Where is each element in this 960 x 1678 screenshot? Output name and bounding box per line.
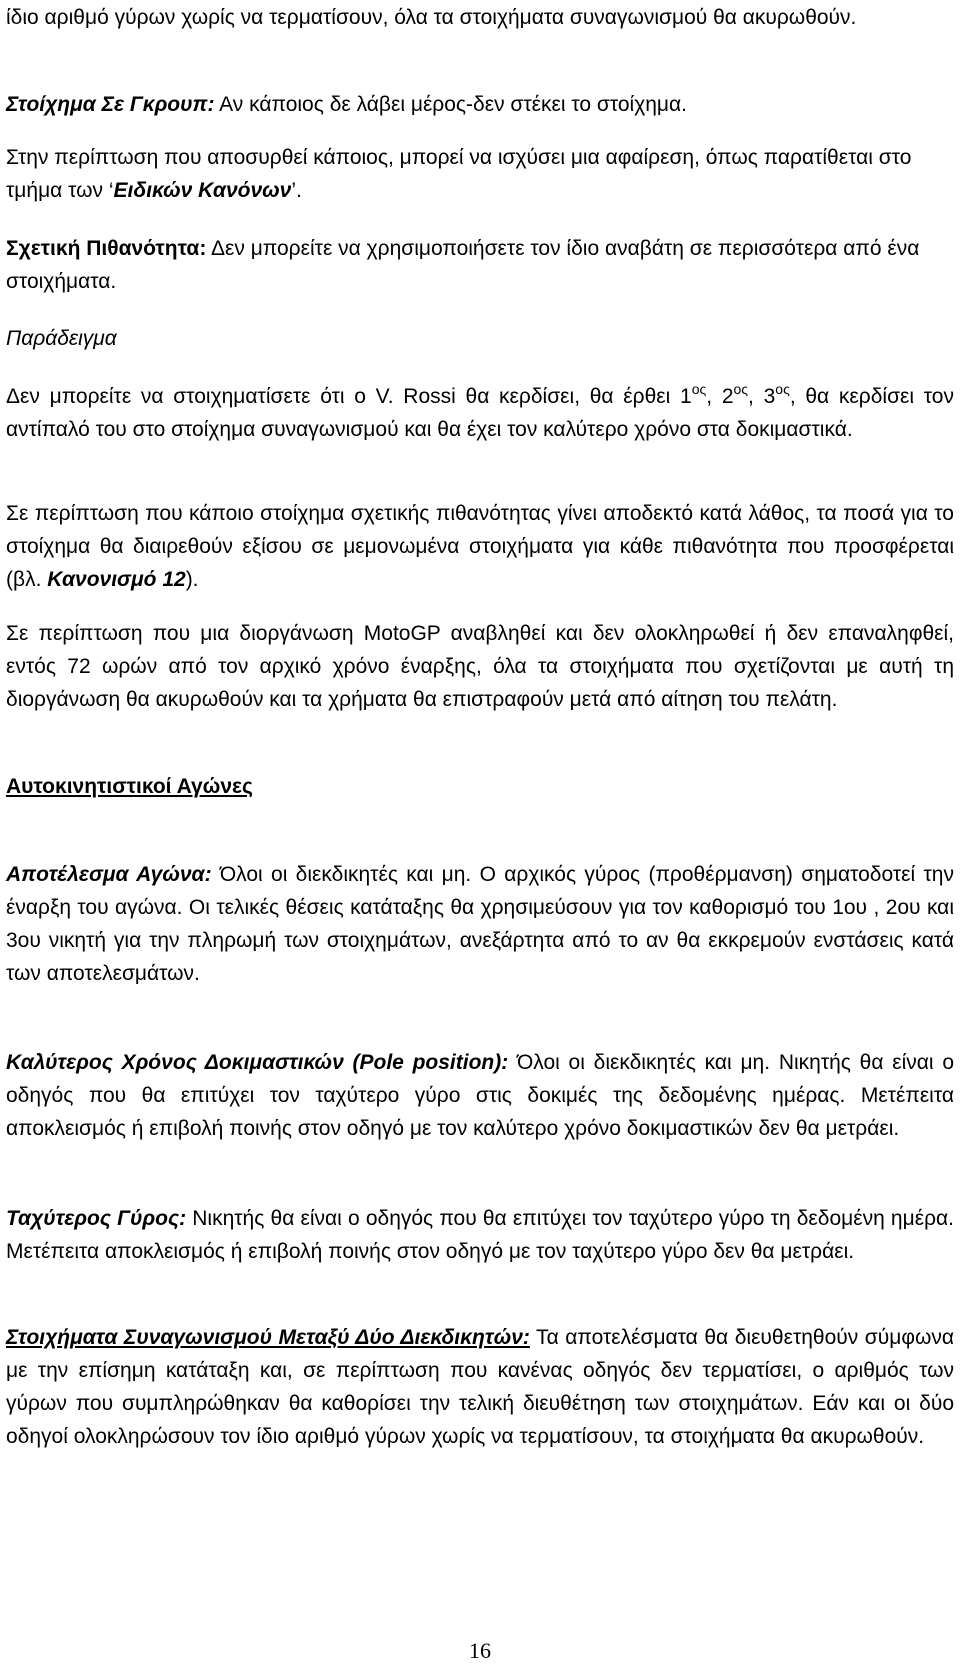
example-text-part: , θα κερδίσει τον αντίπαλό του στο στοίχημα συναγωνισμού και θα έχει τον καλύτερο χρόνο στα δοκιμαστικά. <box>6 385 954 441</box>
term-related-odds: Σχετική Πιθανότητα: <box>6 237 207 260</box>
example-text: Παράδειγμα <box>6 327 117 350</box>
example-text-part: , 2 <box>706 385 734 408</box>
paragraph-continuation <box>6 1 954 34</box>
section-heading-text: Αυτοκινητιστικοί Αγώνες <box>6 775 253 798</box>
paragraph-accepted-by-mistake <box>6 497 954 596</box>
paragraph-text-end: ’. <box>291 179 302 202</box>
section-heading <box>6 770 954 803</box>
paragraph-related-odds <box>6 232 954 298</box>
paragraph-example <box>6 380 954 446</box>
reference-special-rules: Ειδικών Κανόνων <box>113 179 292 202</box>
paragraph-text: ίδιο αριθμό γύρων χωρίς να τερματίσουν, όλα τα στοιχήματα συναγωνισμού θα ακυρωθούν. <box>6 6 857 29</box>
term-fastest-lap: Ταχύτερος Γύρος: <box>6 1207 187 1230</box>
paragraph-withdrawal <box>6 141 954 207</box>
paragraph-motogp-postponed <box>6 617 954 716</box>
example-text-part: , 3 <box>748 385 776 408</box>
paragraph-group-bet <box>6 88 954 121</box>
paragraph-text: Τα αποτελέσματα θα διευθετηθούν σύμφωνα με την επίσημη κατάταξη και, σε περίπτωση που κανένας οδηγός δεν τερματίσει, ο αριθμός των γύρων που συμπληρώθηκαν θα καθορίσει την τελική διευθέτηση των στοιχημάτων. Εάν και οι δύο οδηγοί ολοκληρώσουν τον ίδιο αριθμό γύρων χωρίς να τερματίσουν, τα στοιχήματα θα ακυρωθούν. <box>6 1326 955 1448</box>
paragraph-text: Όλοι οι διεκδικητές και μη. Ο αρχικός γύρος (προθέρμανση) σηματοδοτεί την έναρξη του αγώνα. Οι τελικές θέσεις κατάταξης θα χρησιμεύσουν για τον καθορισμό του 1ου , 2ου και 3ου νικητή για την πληρωμή των στοιχημάτων, ανεξάρτητα από το αν θα εκκρεμούν ενστάσεις κατά των αποτελεσμάτων. <box>6 863 954 985</box>
paragraph-text: Σε περίπτωση που μια διοργάνωση MotoGP αναβληθεί και δεν ολοκληρωθεί ή δεν επαναληφθεί, εντός 72 ωρών από τον αρχικό χρόνο έναρξης, όλα τα στοιχήματα που σχετίζονται με αυτή τη διοργάνωση θα ακυρωθούν και τα χρήματα θα επιστραφούν μετά από αίτηση του πελάτη. <box>6 622 954 711</box>
paragraph-text: Στην περίπτωση που αποσυρθεί κάποιος, μπορεί να ισχύσει μια αφαίρεση, όπως παρατίθεται στο τμήμα των ‘ <box>6 146 912 202</box>
term-pole-position: Καλύτερος Χρόνος Δοκιμαστικών (Pole position): <box>6 1051 509 1074</box>
ordinal-suffix: ος <box>775 381 790 397</box>
paragraph-text: Δεν μπορείτε να χρησιμοποιήσετε τον ίδιο αναβάτη σε περισσότερα από ένα στοιχήματα. <box>6 237 920 293</box>
paragraph-text: Όλοι οι διεκδικητές και μη. Νικητής θα είναι ο οδηγός που θα επιτύχει τον ταχύτερο γύρο στις δοκιμές της δεδομένης ημέρας. Μετέπειτα αποκλεισμός ή επιβολή ποινής στον οδηγό με τον καλύτερο χρόνο δοκιμαστικών δεν θα μετράει. <box>6 1051 955 1140</box>
page-number: 16 <box>469 1638 491 1663</box>
example-label <box>6 322 954 355</box>
reference-rule-12: Κανονισμό 12 <box>47 568 186 591</box>
ordinal-suffix: ος <box>733 381 749 397</box>
paragraph-race-result <box>6 858 954 990</box>
example-text-part: Δεν μπορείτε να στοιχηματίσετε ότι ο V. Rossi θα κερδίσει, θα έρθει 1 <box>6 385 692 408</box>
paragraph-text: Νικητής θα είναι ο οδηγός που θα επιτύχει τον ταχύτερο γύρο τη δεδομένη ημέρα. Μετέπειτα αποκλεισμός ή επιβολή ποινής στον οδηγό με τον ταχύτερο γύρο δεν θα μετράει. <box>6 1207 954 1263</box>
paragraph-fastest-lap <box>6 1202 954 1268</box>
term-race-result: Αποτέλεσμα Αγώνα: <box>6 863 212 886</box>
term-group-bet: Στοίχημα Σε Γκρουπ: <box>6 93 215 116</box>
paragraph-pole-position <box>6 1046 954 1145</box>
paragraph-text-end: ). <box>185 568 199 591</box>
paragraph-head-to-head <box>6 1321 954 1453</box>
ordinal-suffix: ος <box>691 381 707 397</box>
paragraph-text: Αν κάποιος δε λάβει μέρος-δεν στέκει το στοίχημα. <box>214 93 687 116</box>
paragraph-text: Σε περίπτωση που κάποιο στοίχημα σχετικής πιθανότητας γίνει αποδεκτό κατά λάθος, τα ποσά για το στοίχημα θα διαιρεθούν εξίσου σε μεμονωμένα στοιχήματα για κάθε πιθανότητα που προσφέρεται (βλ. <box>6 502 954 591</box>
term-head-to-head: Στοιχήματα Συναγωνισμού Μεταξύ Δύο Διεκδικητών: <box>6 1326 530 1349</box>
